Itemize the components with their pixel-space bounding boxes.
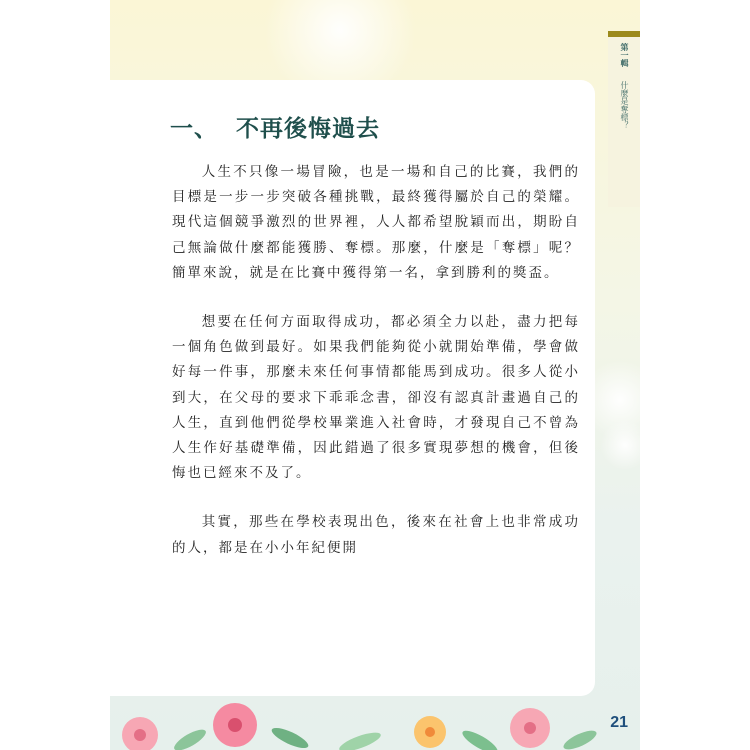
paragraph: 人生不只像一場冒險，也是一場和自己的比賽，我們的目標是一步一步突破各種挑戰，最終獲得屬於自己的榮耀。現代這個競爭激烈的世界裡，人人都希望脫穎而出，期盼自己無論做什麼都能獲勝、奪標。那麼，什麼是「奪標」呢？簡單來說，就是在比賽中獲得第一名，拿到勝利的獎盃。 [172, 164, 580, 281]
flower-icon [122, 717, 158, 750]
section-heading [170, 110, 380, 143]
content-card [110, 80, 595, 696]
heading-title: 不再後悔過去 [236, 116, 380, 142]
background-glow [600, 420, 640, 470]
flower-icon [414, 716, 446, 748]
floral-border-illustration [110, 690, 640, 750]
flower-icon [510, 708, 550, 748]
chapter-subtitle: 什麼是奪標？ [620, 81, 629, 129]
background-glow [250, 0, 430, 90]
chapter-tab [608, 31, 640, 207]
body-text [172, 160, 580, 585]
chapter-label: 第一輯 [620, 43, 629, 67]
page-number: 21 [610, 714, 628, 731]
flower-icon [213, 703, 257, 747]
book-page [110, 0, 640, 750]
paragraph: 想要在任何方面取得成功，都必須全力以赴，盡力把每一個角色做到最好。如果我們能夠從小就開始準備，學會做好每一件事，那麼未來任何事情都能馬到成功。很多人從小到大，在父母的要求下乖乖念書，卻沒有認真計畫過自己的人生，直到他們從學校畢業進入社會時，才發現自己不曾為人生作好基礎準備，因此錯過了很多實現夢想的機會，但後悔也已經來不及了。 [172, 314, 580, 482]
leaf-icon [171, 724, 382, 750]
paragraph: 其實，那些在學校表現出色，後來在社會上也非常成功的人，都是在小小年紀便開 [172, 514, 580, 556]
heading-number: 一、 [170, 116, 218, 142]
